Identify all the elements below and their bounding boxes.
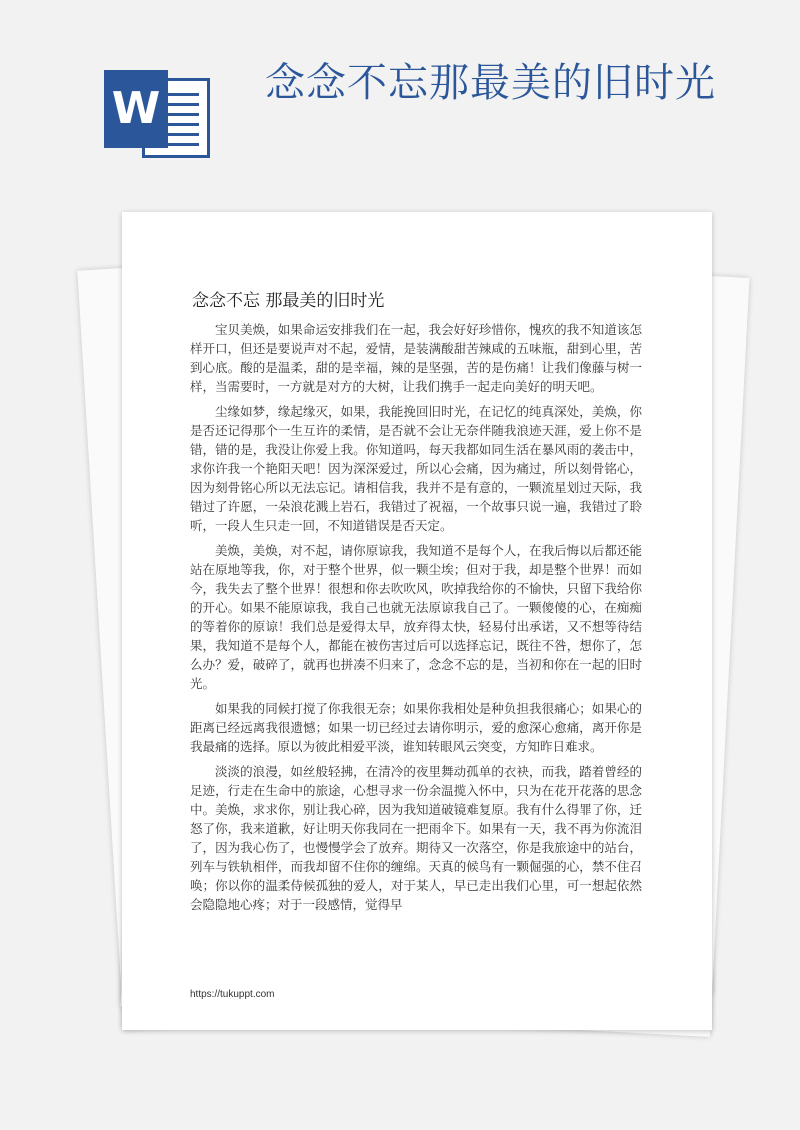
- paragraph: 宝贝美焕，如果命运安排我们在一起，我会好好珍惜你，愧疚的我不知道该怎样开口，但还是要说声对不起，爱情，是装满酸甜苦辣咸的五味瓶，甜到心里，苦到心底。酸的是温柔，甜的是幸福，辣的是坚强，苦的是伤痛！让我们像藤与树一样，当需要时，一方就是对方的大树，让我们携手一起走向美好的明天吧。: [190, 322, 642, 394]
- word-document-icon: [104, 70, 214, 162]
- paragraph: 如果我的同候打搅了你我很无奈；如果你我相处是种负担我很痛心；如果心的距离已经远离我很遗憾；如果一切已经过去请你明示，爱的愈深心愈痛，离开你是我最痛的选择。原以为彼此相爱平淡，谁知转眼风云突变，方知昨日难求。: [190, 701, 642, 754]
- document-title: 念念不忘 那最美的旧时光: [192, 291, 385, 311]
- document-page: [122, 212, 712, 1030]
- banner-title: 念念不忘那最美的旧时光: [265, 60, 716, 106]
- word-letter-badge: W: [104, 70, 168, 148]
- paragraph: 尘缘如梦，缘起缘灭，如果，我能挽回旧时光，在记忆的纯真深处，美焕，你是否还记得那个一生互许的柔情，是否就不会让无奈伴随我浪迹天涯，爱上你不是错，错的是，我没让你爱上我。你知道吗，每天我都如同生活在暴风雨的袭击中，求你许我一个艳阳天吧！因为深深爱过，所以心会痛，因为痛过，所以刻骨铭心，因为刻骨铭心所以无法忘记。请相信我，我并不是有意的，一颗流星划过天际，我错过了许愿，一朵浪花溅上岩石，我错过了祝福，一个故事只说一遍，我错过了聆听，一段人生只走一回，不知道错误是否天定。: [190, 404, 642, 533]
- paragraph: 美焕，美焕，对不起，请你原谅我，我知道不是每个人，在我后悔以后都还能站在原地等我，你，对于整个世界，似一颗尘埃；但对于我，却是整个世界！而如今，我失去了整个世界！很想和你去吹吹风，吹掉我给你的不愉快，只留下我给你的开心。如果不能原谅我，我自己也就无法原谅我自己了。一颗傻傻的心，在痴痴的等着你的原谅！我们总是爱得太早，放弃得太快，轻易付出承诺，又不想等待结果，我知道不是每个人，都能在被伤害过后可以选择忘记，既往不咎，想你了，怎么办？爱，破碎了，就再也拼凑不归来了，念念不忘的是，当初和你在一起的旧时光。: [190, 543, 642, 691]
- source-url: https://tukuppt.com: [190, 989, 275, 1000]
- paragraph: 淡淡的浪漫，如丝般轻拂，在清冷的夜里舞动孤单的衣袂，而我，踏着曾经的足迹，行走在生命中的旅途，心想寻求一份余温揽入怀中，只为在花开花落的思念中。美焕，求求你，别让我心碎，因为我知道破镜难复原。我有什么得罪了你，迁怒了你，我来道歉，好让明天你我同在一把雨伞下。如果有一天，我不再为你流泪了，因为我心伤了，也慢慢学会了放弃。期待又一次落空，你是我旅途中的站台，列车与铁轨相伴，而我却留不住你的缠绵。天真的候鸟有一颗倔强的心，禁不住召唤；你以你的温柔侍候孤独的爱人，对于某人，早已走出我们心里，可一想起依然会隐隐地心疼；对于一段感情，觉得早: [190, 764, 642, 912]
- document-body: [190, 320, 642, 920]
